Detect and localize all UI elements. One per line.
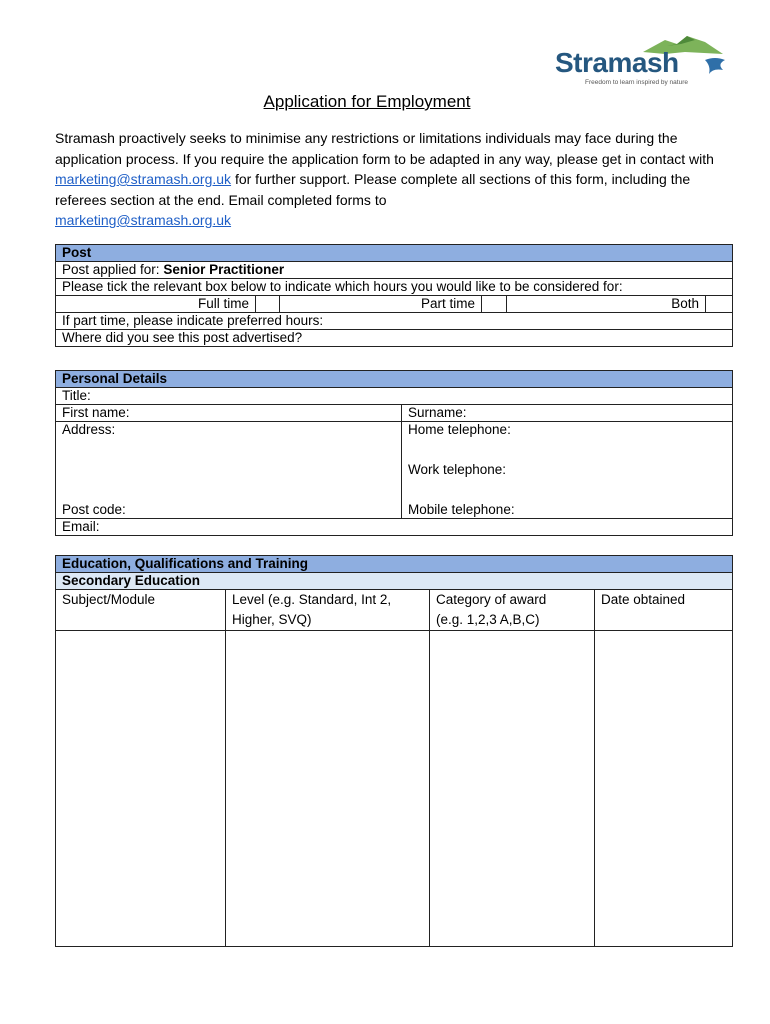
post-applied-row[interactable] — [56, 262, 733, 279]
col-category-line1: Category of award — [436, 592, 547, 607]
post-table — [55, 244, 733, 347]
email-field[interactable]: Email: — [56, 519, 733, 536]
work-telephone-label: Work telephone: — [408, 462, 507, 477]
post-header: Post — [56, 245, 733, 262]
secondary-education-header: Secondary Education — [56, 573, 733, 590]
contact-email-link[interactable]: marketing@stramash.org.uk — [55, 171, 232, 187]
address-label: Address: — [62, 422, 116, 437]
col-subject — [56, 590, 226, 631]
col-category — [430, 590, 595, 631]
page-title: Application for Employment — [263, 92, 471, 111]
subject-entry-cell[interactable] — [56, 631, 226, 947]
intro-text-2: for further support. Please complete all sections of this form, including the referees section at the end. Email completed forms to — [55, 171, 691, 208]
col-date — [595, 590, 733, 631]
both-checkbox[interactable] — [706, 296, 733, 313]
col-level-line1: Level (e.g. Standard, Int 2, — [232, 592, 392, 607]
post-applied-label: Post applied for: — [62, 262, 164, 277]
level-entry-cell[interactable] — [226, 631, 430, 947]
submit-email-link[interactable]: marketing@stramash.org.uk — [55, 212, 232, 228]
intro-text-1: Stramash proactively seeks to minimise any restrictions or limitations individuals may face during the application process. If you require the application form to be adapted in any way, please get in contact with — [55, 130, 714, 167]
title-field[interactable]: Title: — [56, 388, 733, 405]
both-label: Both — [507, 296, 706, 313]
part-time-checkbox[interactable] — [482, 296, 507, 313]
col-date-label: Date obtained — [601, 592, 686, 607]
surname-field[interactable]: Surname: — [402, 405, 733, 422]
post-code-label: Post code: — [62, 502, 126, 517]
home-telephone-label: Home telephone: — [408, 422, 511, 437]
logo-tagline: Freedom to learn inspired by nature — [585, 79, 688, 86]
stramash-logo — [555, 30, 735, 90]
hours-prompt: Please tick the relevant box below to indicate which hours you would like to be considered for: — [56, 279, 733, 296]
first-name-field[interactable]: First name: — [56, 405, 402, 422]
full-time-label: Full time — [56, 296, 256, 313]
col-level-line2: Higher, SVQ) — [232, 612, 312, 627]
personal-header: Personal Details — [56, 371, 733, 388]
date-entry-cell[interactable] — [595, 631, 733, 947]
col-subject-label: Subject/Module — [62, 592, 156, 607]
full-time-checkbox[interactable] — [256, 296, 280, 313]
telephone-fields[interactable] — [402, 422, 733, 519]
col-level — [226, 590, 430, 631]
personal-details-table — [55, 370, 733, 536]
col-category-line2: (e.g. 1,2,3 A,B,C) — [436, 612, 540, 627]
post-applied-value: Senior Practitioner — [163, 262, 285, 277]
address-field[interactable] — [56, 422, 402, 519]
mobile-telephone-label: Mobile telephone: — [408, 502, 515, 517]
logo-wordmark: Stramash — [555, 47, 679, 78]
part-time-hours-field[interactable]: If part time, please indicate preferred hours: — [56, 313, 733, 330]
education-table — [55, 555, 733, 947]
education-header: Education, Qualifications and Training — [56, 556, 733, 573]
advertised-field[interactable]: Where did you see this post advertised? — [56, 330, 733, 347]
part-time-label: Part time — [280, 296, 482, 313]
intro-paragraph — [55, 128, 731, 231]
category-entry-cell[interactable] — [430, 631, 595, 947]
